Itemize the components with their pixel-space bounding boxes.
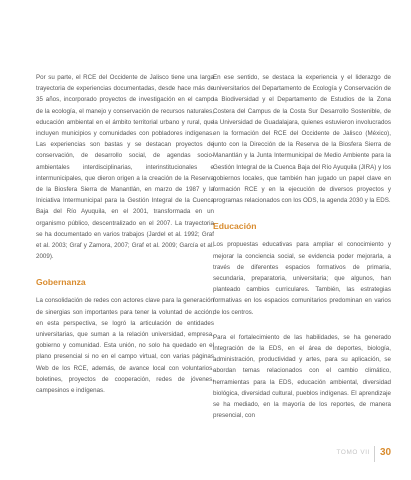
paragraph-educacion: Los propuestas educativas para ampliar el conocimiento y mejorar la conciencia social, se evidencia poder mejorarla, a través de diferentes espacios formativos de primaria, secundaria, preparatoria, universitaria; que algunos, han planteado cambios curriculares. También, las estrategias formativas en los espacios comunitarios predominan en varios de los centros. (213, 241, 391, 316)
heading-gobernanza: Gobernanza (36, 277, 86, 288)
heading-educacion: Educación (213, 221, 257, 232)
page-number: 30 (380, 447, 392, 458)
page-footer (0, 446, 411, 462)
left-column (36, 72, 214, 396)
right-column (213, 72, 391, 421)
paragraph-liderazgo: En ese sentido, se destaca la experiencia y el liderazgo de universitarios del Departamento de Ecología y Conservación de la Biodiversidad y el Departamento de Estudios de la Zona Costera del Campus de la Costa Sur Desarrollo Sostenible, de la Universidad de Guadalajara, quienes estuvieron involucrados en la formación del RCE del Occidente de Jalisco (México), junto con la Dirección de la Reserva de la Biosfera Sierra de Manantlán y la Junta Intermunicipal de Medio Ambiente para la Gestión Integral de la Cuenca Baja del Río Ayuquila (JIRA) y los gobiernos locales, que también han jugado un papel clave en formación RCE y en la ejecución de diversos proyectos y programas relacionados con los ODS, la agenda 2030 y la EDS. (213, 74, 391, 205)
volume-label: TOMO VII (336, 449, 370, 456)
paragraph-gobernanza: La consolidación de redes con actores clave para la generación de sinergias son importantes para tener la voluntad de acción; en esta perspectiva, se logró la articulación de entidades universitarias, que suman a la relación universidad, empresa, gobierno y comunidad. Esta unión, no solo ha quedado en el plano presencial si no en el campo virtual, con varias páginas Web de los RCE, además, de avance local con voluntarios, boletines, proyectos de cooperación, redes de jóvenes, campesinos e indígenas. (36, 297, 214, 395)
paragraph-rce-occidente: Por su parte, el RCE del Occidente de Jalisco tiene una larga trayectoria de experiencias documentadas, desde hace más de 35 años, incorporado proyectos de investigación en el campo de la ecología, el manejo y conservación de recursos naturales, educación ambiental en el ámbito territorial urbano y rural, que incluyen municipios y comunidades con pobladores indígenas. Las experiencias son bastas y se destacan proyectos de conservación, de desarrollo social, de agendas socio-ambientales interdisciplinarias, interinstitucionales e intermunicipales, que dieron origen a la creación de la Reserva de la Biosfera Sierra de Manantlán, en marzo de 1987 y la Iniciativa Intermunicipal para la Gestión Integral de la Cuenca Baja del Río Ayuquila, en el 2001, transformada en un organismo público, descentralizado en el 2007. La trayectoria se ha documentado en varios trabajos (Jardel et al. 1992; Graf et al. 2003; Graf y Zamora, 2007; Graf et al. 2009; García et al. 2009). (36, 74, 214, 261)
paragraph-habilidades: Para el fortalecimiento de las habilidades, se ha generado integración de la EDS, en el área de deportes, biología, administración, productividad y artes, para su aplicación, se abordan temas relacionados con el cambio climático, herramientas para la EDS, educación ambiental, diversidad biológica, diversidad cultural, pueblos indígenas. El aprendizaje se ha mediado, en la mayoría de los reportes, de manera presencial, con (213, 333, 391, 420)
footer-divider (374, 446, 375, 462)
